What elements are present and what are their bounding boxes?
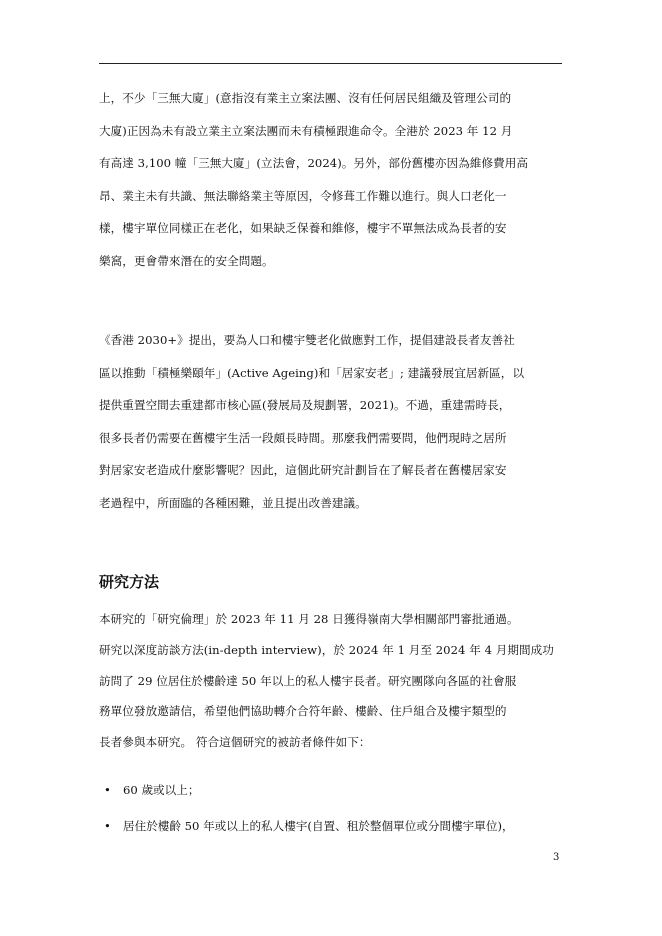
criteria-text: 60 歲或以上； bbox=[123, 783, 200, 797]
page-number: 3 bbox=[553, 852, 560, 863]
text-line: 昂、業主未有共識、無法聯絡業主等原因，令修葺工作難以進行。與人口老化一 bbox=[99, 188, 507, 203]
text-line: 上，不少「三無大廈」(意指沒有業主立案法團、沒有任何居民組織及管理公司的 bbox=[99, 91, 512, 105]
text-line: 長者參與本研究。 符合這個研究的被訪者條件如下： bbox=[99, 735, 371, 750]
text-line: 區以推動「積極樂頤年」(Active Ageing)和「居家安老」; 建議發展宜居新區，以 bbox=[99, 365, 525, 380]
criteria-list-item bbox=[99, 775, 569, 805]
text-line: 大廈)正因為未有設立業主立案法團而未有積極跟進命令。全港於 2023 年 12 月 bbox=[99, 123, 513, 138]
bullet-marker: • bbox=[104, 819, 111, 833]
bullet-marker: • bbox=[104, 783, 111, 797]
text-line: 研究以深度訪談方法(in-depth interview)，於 2024 年 1 月至 2024 年 4 月期間成功 bbox=[99, 642, 554, 657]
paragraph-methods bbox=[99, 604, 569, 758]
paragraph-building-conditions bbox=[99, 82, 569, 277]
text-line: 樣，樓宇單位同樣正在老化，如果缺乏保養和維修，樓宇不單無法成為長者的安 bbox=[99, 221, 507, 235]
criteria-list-item bbox=[99, 811, 569, 841]
section-heading: 研究方法 bbox=[99, 573, 160, 591]
text-line: 務單位發放邀請信，希望他們協助轉介合符年齡、樓齡、住戶組合及樓宇類型的 bbox=[99, 704, 507, 719]
text-line: 對居家安老造成什麼影響呢？因此，這個此研究計劃旨在了解長者在舊樓居家安 bbox=[99, 463, 507, 477]
criteria-text: 居住於樓齡 50 年或以上的私人樓宇(自置、租於整個單位或分間樓宇單位)， bbox=[123, 819, 514, 833]
header-rule bbox=[99, 63, 562, 64]
text-line: 樂窩，更會帶來潛在的安全問題。 bbox=[99, 253, 274, 268]
text-line: 《香港 2030+》提出，要為人口和樓宇雙老化做應對工作，提倡建設長者友善社 bbox=[99, 333, 515, 347]
paragraph-hong-kong-2030 bbox=[99, 324, 569, 519]
text-line: 本研究的「研究倫理」於 2023 年 11 月 28 日獲得嶺南大學相關部門審批通過。 bbox=[99, 612, 519, 626]
text-line: 有高達 3,100 幢「三無大廈」(立法會，2024)。另外，部份舊樓亦因為維修費用高 bbox=[99, 156, 529, 170]
text-line: 提供重置空間去重建都市核心區(發展局及規劃署，2021)。不過，重建需時長， bbox=[99, 398, 511, 412]
text-line: 很多長者仍需要在舊樓宇生活一段頗長時間。那麼我們需要問，他們現時之居所 bbox=[99, 430, 507, 445]
text-line: 老過程中，所面臨的各種困難，並且提出改善建議。 bbox=[99, 495, 367, 510]
text-line: 訪問了 29 位居住於樓齡達 50 年以上的私人樓宇長者。研究團隊向各區的社會服 bbox=[99, 673, 517, 688]
